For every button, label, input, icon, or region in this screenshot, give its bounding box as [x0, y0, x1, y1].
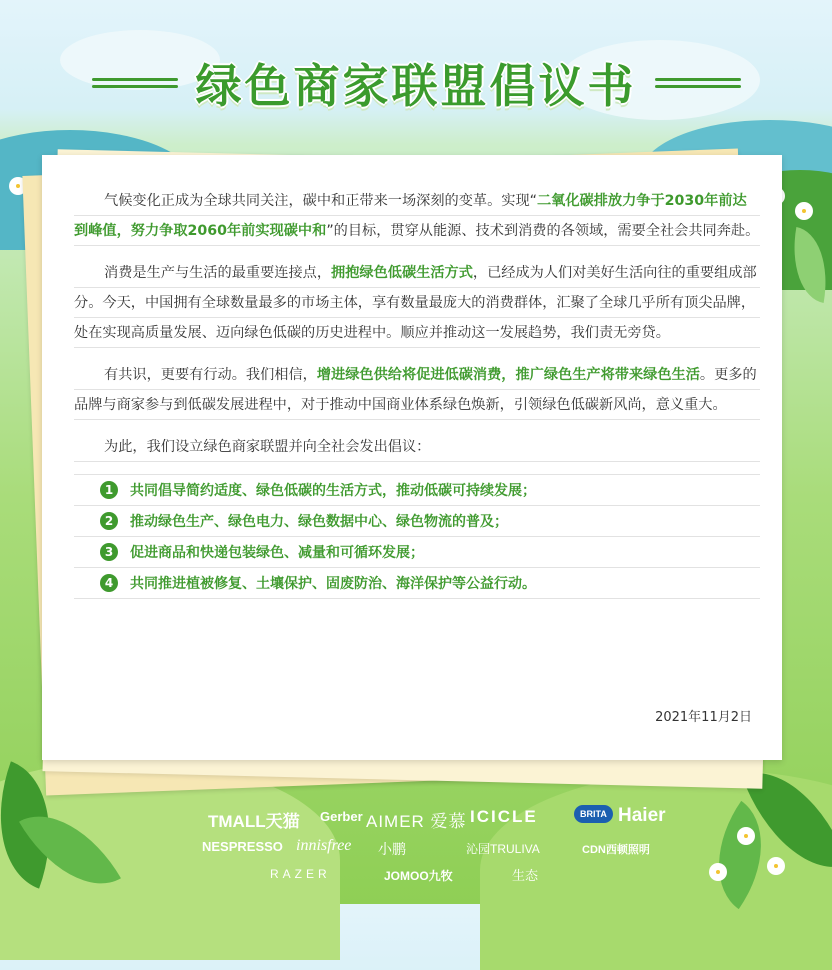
paragraph-text: 有共识，更要有行动。我们相信，: [104, 367, 317, 383]
paragraph-1: [74, 186, 760, 246]
proposal-list: [74, 474, 760, 599]
proposal-text: 推动绿色生产、绿色电力、绿色数据中心、绿色物流的普及；: [130, 514, 508, 530]
proposal-item: [74, 537, 760, 568]
paragraph-text: 。更多的品牌与商家参与到低碳发展进程中，对于推动中国商业体系绿色焕新，引领绿色低碳新风尚，意义重大。: [74, 367, 757, 413]
logo-haier: Haier: [618, 805, 666, 826]
paragraph-4: [74, 432, 760, 462]
number-badge: 3: [100, 543, 118, 561]
logo-razer: RAZER: [270, 867, 331, 881]
proposal-text: 共同倡导简约适度、绿色低碳的生活方式，推动低碳可持续发展；: [130, 483, 536, 499]
letter-body: [74, 186, 760, 462]
highlight-text: 增进绿色供给将促进低碳消费，推广绿色生产将带来绿色生活: [316, 367, 700, 383]
logo-icicle: ICICLE: [470, 807, 538, 826]
highlight-text: 二氧化碳排放力争于2030年前达到峰值，努力争取2060年前实现碳中和: [74, 193, 747, 239]
number-badge: 4: [100, 574, 118, 592]
title-right-line: [655, 78, 741, 88]
proposal-item: [74, 506, 760, 537]
flower-decoration: [798, 205, 810, 217]
title-banner: [0, 48, 832, 118]
proposal-item: [74, 568, 760, 599]
flower-decoration: [770, 860, 782, 872]
number-badge: 1: [100, 481, 118, 499]
title-left-line: [92, 78, 178, 88]
logo-innisfree: innisfree: [296, 837, 352, 854]
logo-nespresso: NESPRESSO: [202, 839, 283, 854]
logo-cdn: CDN西顿照明: [582, 844, 650, 856]
paragraph-text: ，已经成为人们对美好生活向往的重要组成部分。今天，中国拥有全球数量最多的市场主体，享有数量最庞大的消费群体，汇聚了全球几乎所有顶尖品牌，处在实现高质量发展、迈向绿色低碳的历史进程中。顺应并推动这一发展趋势，我们责无旁贷。: [74, 265, 757, 341]
flower-decoration: [712, 866, 724, 878]
logo-brita: BRITA: [574, 805, 613, 823]
number-badge: 2: [100, 512, 118, 530]
paragraph-2: [74, 258, 760, 348]
logo-aimer: AIMER 爱慕: [366, 812, 467, 831]
paragraph-text: 气候变化正成为全球共同关注，碳中和正带来一场深刻的变革。实现“: [104, 193, 537, 209]
logo-jomoo: JOMOO九牧: [384, 869, 453, 883]
highlight-text: 拥抱绿色低碳生活方式: [331, 265, 473, 281]
proposal-text: 共同推进植被修复、土壤保护、固废防治、海洋保护等公益行动。: [130, 576, 536, 592]
logo-tmall: TMALL天猫: [208, 812, 300, 831]
proposal-text: 促进商品和快递包装绿色、减量和可循环发展；: [130, 545, 424, 561]
letter-content: [74, 186, 760, 599]
logo-truliva: 沁园TRULIVA: [466, 842, 540, 856]
flower-decoration: [740, 830, 752, 842]
paragraph-text: 为此，我们设立绿色商家联盟并向全社会发出倡议：: [104, 439, 431, 455]
proposal-item: [74, 475, 760, 506]
page-title: 绿色商家联盟倡议书: [195, 59, 637, 113]
paragraph-text: ”的目标，贯穿从能源、技术到消费的各领域，需要全社会共同奔赴。: [326, 223, 760, 239]
logo-gerber: Gerber: [320, 809, 363, 824]
paragraph-text: 消费是生产与生活的最重要连接点，: [104, 265, 332, 281]
logo-eco: 生态: [512, 868, 539, 883]
paragraph-3: [74, 360, 760, 420]
letter-date: 2021年11月2日: [655, 710, 752, 725]
logo-xpeng: 小鹏: [378, 841, 406, 857]
